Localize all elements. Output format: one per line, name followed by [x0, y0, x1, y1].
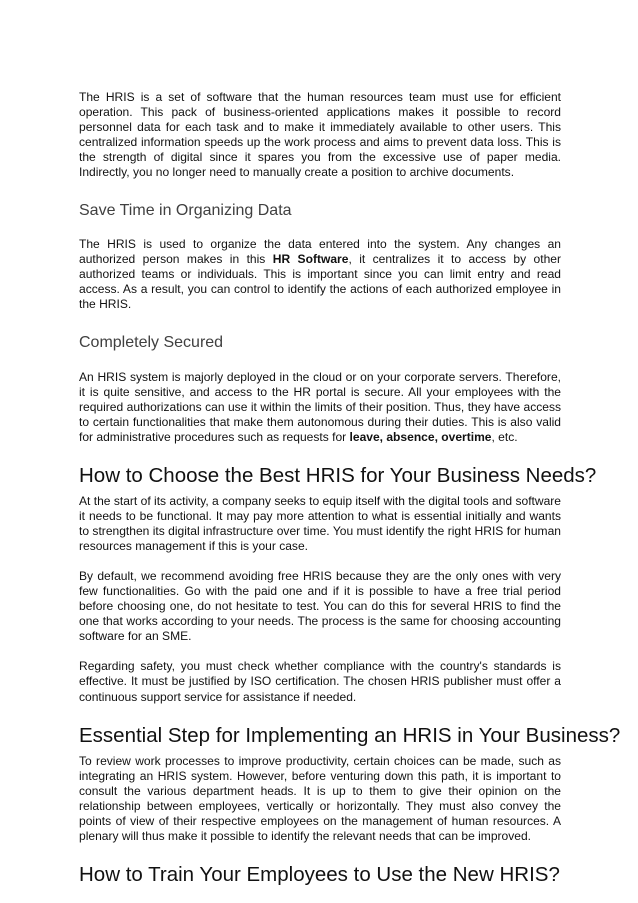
document-page: [79, 90, 621, 887]
save-time-heading: Save Time in Organizing Data: [79, 201, 292, 219]
secured-heading: Completely Secured: [79, 334, 224, 352]
save-time-paragraph: The HRIS is used to organize the data entered into the system. Any changes an authorized person makes in this HR Software, it centralizes it to access by other authorized teams or individuals. This is important since you can limit entry and read access. As a result, you can control to identify the actions of each authorized employee in the HRIS.: [79, 236, 561, 311]
implement-paragraph: To review work processes to improve productivity, certain choices can be made, such as integrating an HRIS system. However, before venturing down this path, it is important to consult the various department heads. It is up to them to give their opinion on the relationship between employees, vertically or horizontally. They must also convey the points of view of their respective employees on the management of human resources. A plenary will thus make it possible to identify the relevant needs that can be improved.: [79, 753, 561, 844]
choose-paragraph-2: By default, we recommend avoiding free HRIS because they are the only ones with very few functionalities. Go with the paid one and if it is possible to have a free trial period before choosing one, do not hesitate to test. You can do this for several HRIS to find the one that works according to your needs. The process is the same for choosing accounting software for an SME.: [79, 568, 561, 644]
train-heading: How to Train Your Employees to Use the New HRIS?: [79, 863, 560, 887]
secured-paragraph: An HRIS system is majorly deployed in the cloud or on your corporate servers. Therefore, it is quite sensitive, and access to the HR portal is secure. All your employees with the required authorizations can use it within the limits of their position. Thus, they have access to certain functionalities that make them autonomous during their duties. This is also valid for administrative procedures such as requests for leave, absence, overtime, etc.: [79, 370, 561, 445]
implement-heading: Essential Step for Implementing an HRIS in Your Business?: [79, 723, 621, 747]
choose-heading: How to Choose the Best HRIS for Your Business Needs?: [79, 463, 597, 487]
choose-paragraph-3: Regarding safety, you must check whether compliance with the country's standards is effective. It must be justified by ISO certification. The chosen HRIS publisher must offer a continuous support service for assistance if needed.: [79, 659, 561, 704]
intro-paragraph: The HRIS is a set of software that the human resources team must use for efficient operation. This pack of business-oriented applications makes it possible to record personnel data for each task and to make it immediately available to other users. This centralized information speeds up the work process and aims to prevent data loss. This is the strength of digital since it spares you from the excessive use of paper media. Indirectly, you no longer need to manually create a position to archive documents.: [79, 90, 561, 180]
choose-paragraph-1: At the start of its activity, a company seeks to equip itself with the digital tools and software it needs to be functional. It may pay more attention to what is essential initially and wants to strengthen its digital infrastructure over time. You must identify the right HRIS for human resources management if this is your case.: [79, 493, 561, 553]
hr-software-bold: HR Software: [272, 251, 349, 266]
leave-absence-overtime-bold: leave, absence, overtime: [349, 430, 492, 445]
